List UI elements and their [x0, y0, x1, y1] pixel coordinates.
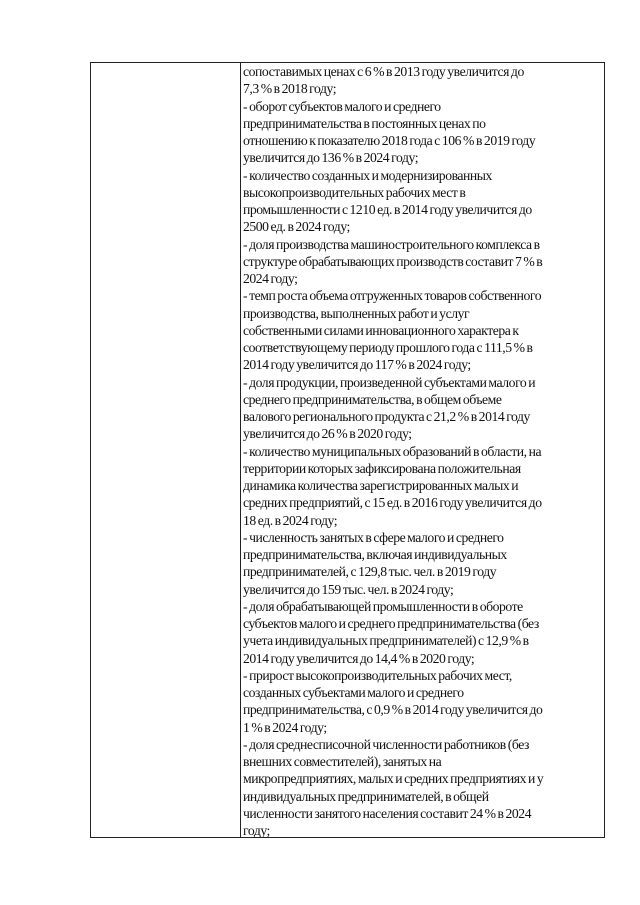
text-line: увеличится до 136 % в 2024 году;	[243, 150, 419, 166]
text-line: - количество созданных и модернизированных	[243, 167, 492, 183]
text-line: промышленности с 1210 ед. в 2014 году увеличится до	[243, 202, 532, 217]
text-line: - темп роста объема отгруженных товаров собственного	[243, 288, 542, 304]
text-line: высокопроизводительных рабочих мест в	[243, 184, 466, 200]
text-line: структуре обрабатывающих производств составит 7 % в	[243, 253, 543, 269]
text-line: предпринимателей, с 129,8 тыс. чел. в 2019 году	[243, 564, 497, 580]
text-line: сопоставимых ценах с 6 % в 2013 году увеличится до	[243, 64, 524, 79]
text-line: производства, выполненных работ и услуг	[243, 305, 470, 321]
text-line: году;	[243, 823, 270, 837]
text-line: внешних совместителей), занятых на	[243, 754, 442, 769]
text-line: численности занятого населения составит 24 % в 2024	[243, 805, 532, 821]
text-line: - доля продукции, произведенной субъектами малого и	[243, 374, 536, 390]
text-line: увеличится до 26 % в 2020 году;	[243, 426, 412, 442]
text-line: микропредприятиях, малых и средних предприятиях и у	[243, 771, 544, 787]
text-line: предпринимательства в постоянных ценах по	[243, 115, 486, 131]
text-line: 2014 году увеличится до 117 % в 2024 году;	[243, 357, 471, 373]
text-line: субъектов малого и среднего предпринимательства (без	[243, 616, 539, 631]
text-line: индивидуальных предпринимателей, в общей	[243, 788, 489, 804]
text-line: территории которых зафиксирована положительная	[243, 460, 521, 476]
text-line: - оборот субъектов малого и среднего	[243, 98, 441, 114]
text-line: 1 % в 2024 году;	[243, 719, 327, 735]
text-line: созданных субъектами малого и среднего	[243, 685, 464, 700]
table-cell-indicators	[241, 63, 606, 837]
text-line: - доля обрабатывающей промышленности в обороте	[243, 598, 523, 614]
text-line: 2014 году увеличится до 14,4 % в 2020 году;	[243, 650, 475, 666]
text-line: - количество муниципальных образований в области, на	[243, 443, 542, 459]
text-line: предпринимательства, включая индивидуальных	[243, 547, 507, 562]
text-line: 18 ед. в 2024 году;	[243, 512, 338, 528]
text-line: валового регионального продукта с 21,2 % в 2014 году	[243, 409, 530, 424]
text-line: увеличится до 159 тыс. чел. в 2024 году;	[243, 581, 454, 597]
text-line: - доля среднесписочной численности работников (без	[243, 736, 529, 752]
table-cell-left-empty	[91, 63, 241, 837]
text-line: отношению к показателю 2018 года с 106 % в 2019 году	[243, 133, 536, 148]
text-line: предпринимательства, с 0,9 % в 2014 году увеличится до	[243, 702, 543, 718]
text-line: - численность занятых в сфере малого и среднего	[243, 529, 504, 545]
text-line: учета индивидуальных предпринимателей) с 12,9 % в	[243, 633, 529, 649]
text-line: 2024 году;	[243, 271, 298, 286]
text-line: 2500 ед. в 2024 году;	[243, 219, 350, 235]
text-line: - доля производства машиностроительного комплекса в	[243, 236, 540, 252]
text-line: - прирост высокопроизводительных рабочих мест,	[243, 667, 512, 683]
text-line: 7,3 % в 2018 году;	[243, 81, 337, 97]
text-line: средних предприятий, с 15 ед. в 2016 году увеличится до	[243, 495, 542, 511]
text-line: динамика количества зарегистрированных малых и	[243, 478, 519, 493]
text-line: собственными силами инновационного характера к	[243, 322, 519, 338]
indicator-text	[243, 63, 604, 837]
text-line: среднего предпринимательства, в общем объеме	[243, 391, 502, 407]
text-line: соответствующему периоду прошлого года с 111,5 % в	[243, 340, 533, 355]
table	[90, 62, 605, 838]
